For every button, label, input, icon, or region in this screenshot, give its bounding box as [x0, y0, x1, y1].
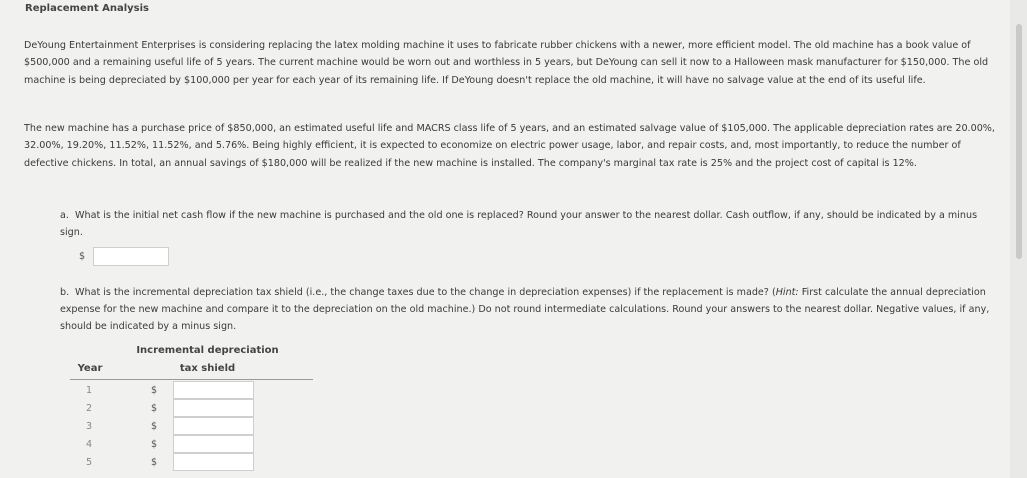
table-row-year: 1 — [85, 385, 93, 396]
initial-net-cash-flow-input[interactable] — [93, 247, 169, 266]
problem-paragraph-2: The new machine has a purchase price of $850,000, an estimated useful life and MACRS class life of 5 years, and an estimated salvage value of $105,000. The applicable depreciation rates are 20.00%, 32.00%, 19.20%, 11.52%, 11.52%, and 5.76%. Being highly efficient, it is expected to economize on electric power usage, labor, and repair costs, and, most importantly, to reduce the number of defective chickens. In total, an annual savings of $180,000 will be realized if the new machine is installed. The company's marginal tax rate is 25% and the project cost of capital is 12%. — [24, 123, 995, 169]
tax-shield-year-5-input[interactable] — [173, 453, 254, 471]
table-row-year: 2 — [85, 403, 93, 414]
page-title: Replacement Analysis — [25, 3, 149, 14]
table-row-year: 5 — [85, 457, 93, 468]
tax-shield-year-1-input[interactable] — [173, 381, 254, 399]
question-b-letter: b. — [60, 287, 70, 298]
table-row-currency: $ — [151, 421, 158, 432]
problem-paragraph-1: DeYoung Entertainment Enterprises is considering replacing the latex molding machine it uses to fabricate rubber chickens with a newer, more efficient model. The old machine has a book value of $500,000 and a remaining useful life of 5 years. The current machine would be worn out and worthless in 5 years, but DeYoung can sell it now to a Halloween mask manufacturer for $150,000. The old machine is being depreciated by $100,000 per year for each year of its remaining life. If DeYoung doesn't replace the old machine, it will have no salvage value at the end of its useful life. — [24, 40, 989, 86]
question-b — [60, 284, 995, 335]
table-row-currency: $ — [151, 439, 158, 450]
vertical-scrollbar[interactable] — [1010, 0, 1027, 478]
question-a — [60, 207, 995, 241]
tax-shield-year-2-input[interactable] — [173, 399, 254, 417]
table-row-year: 3 — [85, 421, 93, 432]
table-header-line1: Incremental depreciation — [136, 345, 279, 356]
table-row-currency: $ — [151, 457, 158, 468]
question-a-letter: a. — [60, 210, 69, 221]
tax-shield-year-3-input[interactable] — [173, 417, 254, 435]
question-b-hint-label: Hint: — [775, 287, 799, 298]
table-header-line2: tax shield — [179, 363, 236, 374]
question-a-currency: $ — [79, 251, 86, 262]
table-row-currency: $ — [151, 403, 158, 414]
table-row-year: 4 — [85, 439, 93, 450]
table-year-header: Year — [77, 363, 103, 374]
question-a-text: What is the initial net cash flow if the new machine is purchased and the old one is replaced? Round your answer to the nearest dollar. Cash outflow, if any, should be indicated by a minus sign. — [60, 210, 978, 238]
table-row-currency: $ — [151, 385, 158, 396]
table-header-rule — [70, 379, 313, 380]
tax-shield-year-4-input[interactable] — [173, 435, 254, 453]
question-b-text-after-hint: First calculate the annual depreciation expense for the new machine and compare it to the depreciation on the old machine.) Do not round intermediate calculations. Round your answers to the nearest dollar. Negative values, if any, should be indicated by a minus sign. — [60, 287, 990, 332]
scrollbar-thumb[interactable] — [1016, 24, 1022, 259]
question-b-text: What is the incremental depreciation tax shield (i.e., the change taxes due to the change in depreciation expenses) if the replacement is made? ( — [75, 287, 776, 298]
